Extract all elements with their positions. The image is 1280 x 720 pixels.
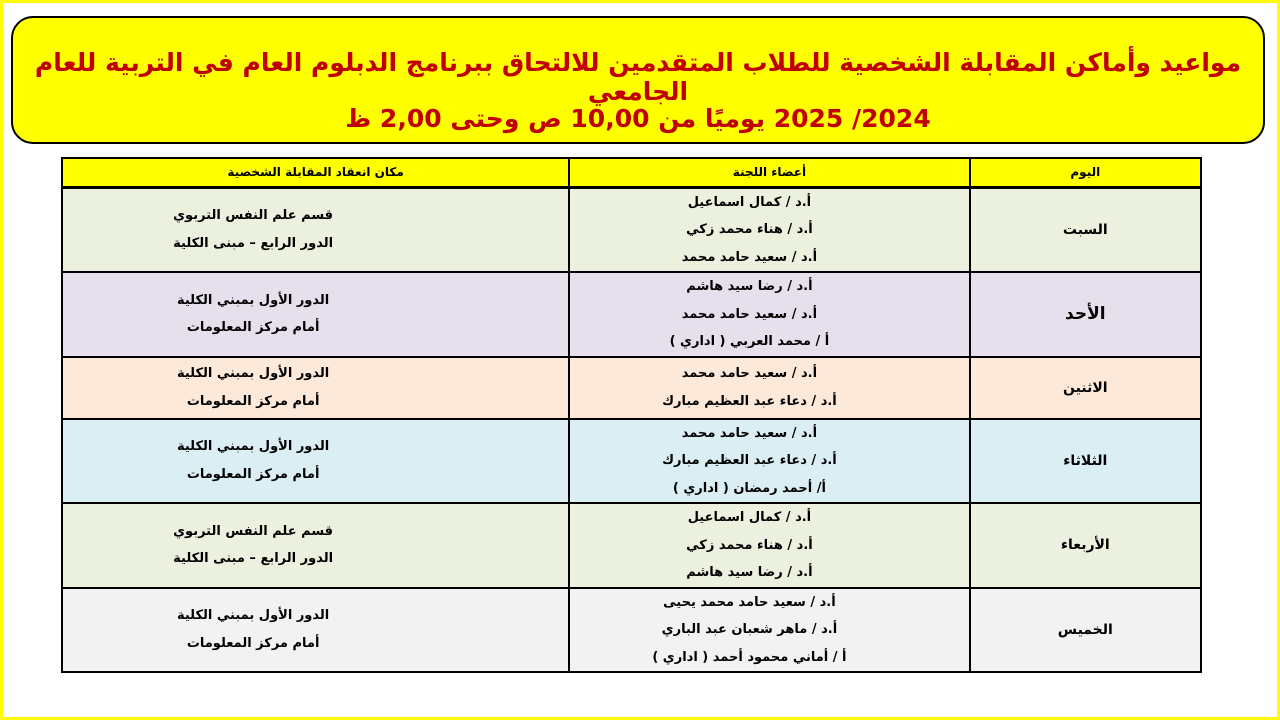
header-day: اليوم: [970, 158, 1201, 187]
day-cell: الأحد: [970, 272, 1201, 357]
members-cell: [569, 503, 969, 588]
day-cell: السبت: [970, 187, 1201, 272]
member-name: أ.د / سعيد حامد محمد يحيى: [663, 594, 836, 610]
location-cell: [62, 588, 569, 673]
location-line: الدور الأول بمبني الكلية: [176, 439, 330, 455]
location-line: الدور الأول بمبني الكلية: [176, 292, 330, 308]
location-line: أمام مركز المعلومات: [186, 466, 320, 482]
member-name: أ.د / ماهر شعبان عبد الباري: [661, 622, 838, 637]
member-name: أ.د / هناء محمد زكي: [686, 537, 813, 553]
location-cell: [62, 272, 569, 357]
table-row: [62, 419, 1201, 504]
members-cell: [569, 588, 969, 673]
table-row: [62, 272, 1201, 357]
day-cell: الخميس: [970, 588, 1201, 673]
table-row: [62, 187, 1201, 272]
location-cell: [62, 419, 569, 504]
member-name: أ.د / كمال اسماعيل: [687, 510, 812, 525]
members-cell: [569, 419, 969, 504]
header-interview-location: مكان انعقاد المقابلة الشخصية: [62, 158, 569, 187]
member-name: أ/ أحمد رمضان ( اداري ): [672, 480, 826, 496]
title-line-1: مواعيد وأماكن المقابلة الشخصية للطلاب المتقدمين للالتحاق ببرنامج الدبلوم العام في التربية للعام الجامعي: [34, 48, 1242, 106]
member-name: أ.د / رضا سيد هاشم: [686, 565, 813, 580]
day-cell: الأربعاء: [970, 503, 1201, 588]
member-name: أ / محمد العربي ( اداري ): [669, 334, 830, 349]
header-committee-members: أعضاء اللجنة: [569, 158, 969, 187]
members-cell: [569, 187, 969, 272]
member-name: أ.د / دعاء عبد العظيم مبارك: [662, 453, 837, 468]
location-line: الدور الرابع – مبنى الكلية: [173, 551, 334, 567]
member-name: أ.د / رضا سيد هاشم: [686, 279, 813, 294]
location-cell: [62, 357, 569, 419]
member-name: أ.د / سعيد حامد محمد: [681, 306, 818, 322]
members-cell: [569, 357, 969, 419]
member-name: أ.د / دعاء عبد العظيم مبارك: [662, 393, 837, 409]
day-cell: الثلاثاء: [970, 419, 1201, 504]
location-line: أمام مركز المعلومات: [186, 320, 320, 336]
location-cell: [62, 187, 569, 272]
table-row: [62, 503, 1201, 588]
member-name: أ.د / سعيد حامد محمد: [681, 366, 818, 381]
table-header-row: [62, 158, 1201, 187]
title-banner: [11, 16, 1265, 144]
day-cell: الاثنين: [970, 357, 1201, 419]
member-name: أ.د / هناء محمد زكي: [686, 222, 813, 237]
location-line: الدور الرابع – مبنى الكلية: [173, 235, 334, 251]
member-name: أ.د / سعيد حامد محمد: [681, 249, 818, 265]
interview-schedule-table: [61, 157, 1202, 673]
location-line: قسم علم النفس التربوي: [173, 523, 334, 539]
location-line: أمام مركز المعلومات: [186, 393, 320, 409]
location-line: الدور الأول بمبني الكلية: [176, 608, 330, 624]
member-name: أ.د / كمال اسماعيل: [687, 194, 812, 210]
member-name: أ / أماني محمود أحمد ( اداري ): [652, 649, 847, 665]
title-line-2: 2024/ 2025 يوميًا من 10,00 ص وحتى 2,00 ظ: [345, 104, 931, 133]
location-line: قسم علم النفس التربوي: [173, 208, 334, 224]
member-name: أ.د / سعيد حامد محمد: [681, 425, 818, 441]
location-line: الدور الأول بمبني الكلية: [176, 366, 330, 381]
location-cell: [62, 503, 569, 588]
members-cell: [569, 272, 969, 357]
table-row: [62, 588, 1201, 673]
location-line: أمام مركز المعلومات: [186, 635, 320, 651]
table-row: [62, 357, 1201, 419]
